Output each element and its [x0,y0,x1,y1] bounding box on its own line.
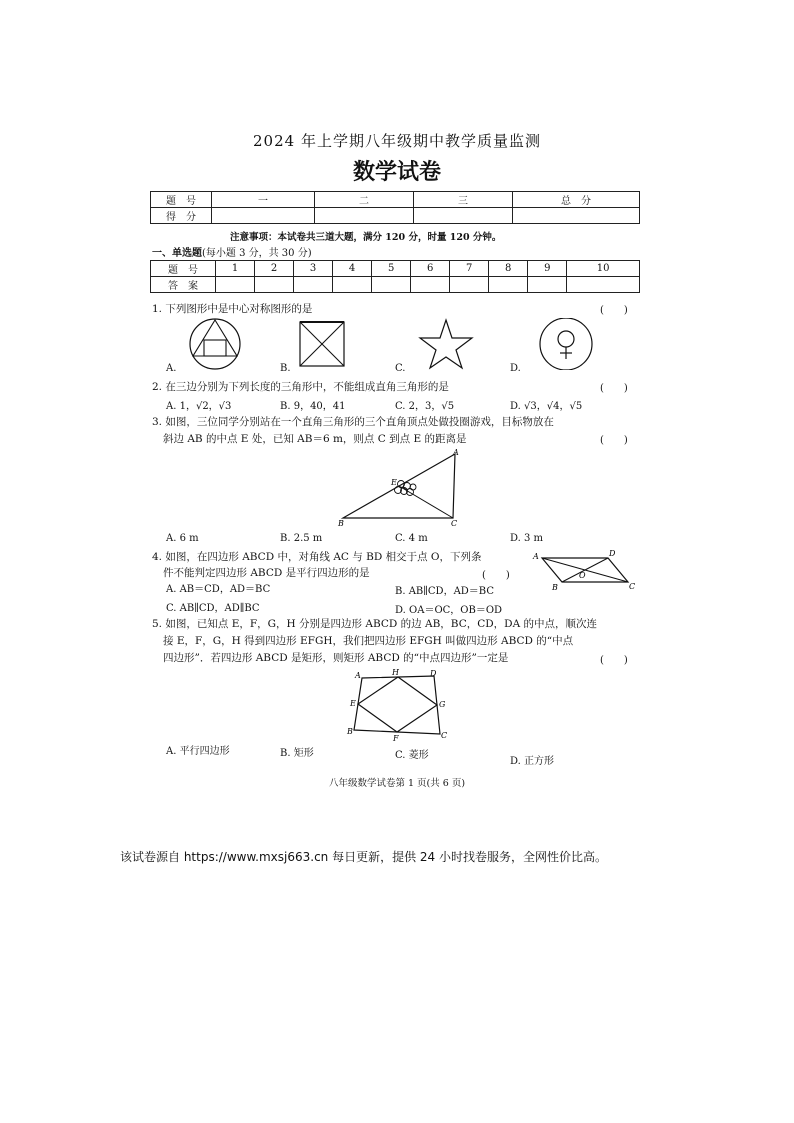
answer-header-label: 题 号 [151,261,216,277]
q5-label-e: E [350,699,356,708]
q1-figure-a [190,319,240,369]
score-col-1: 一 [212,192,315,208]
score-header-label: 题 号 [151,192,212,208]
q1-option-b[interactable]: B. [280,363,291,374]
q1-figure-d [540,318,592,370]
section1-note: (每小题 3 分，共 30 分) [202,248,312,259]
answer-row-label: 答 案 [151,277,216,293]
answer-num: 5 [372,261,411,277]
q5-answer-paren[interactable]: ( ) [600,655,628,666]
notice: 注意事项：本试卷共三道大题，满分 120 分，时量 120 分钟。 [230,232,502,243]
source-notice: 该试卷源自 https://www.mxsj663.cn 每日更新，提供 24 小时找卷服务，全网性价比高。 [120,850,607,864]
q5-figure [340,668,455,742]
q1-option-d[interactable]: D. [510,363,521,374]
score-cell[interactable] [513,208,640,224]
answer-table [150,260,640,293]
q3-label-b: B [338,519,344,528]
q4-option-c[interactable]: C. AB∥CD，AD∥BC [166,603,260,614]
answer-cell[interactable] [294,277,333,293]
answer-num: 8 [489,261,528,277]
q2-option-c[interactable]: C. 2，3，√5 [395,401,455,412]
q4-option-a[interactable]: A. AB＝CD，AD＝BC [166,584,271,595]
q5-option-b[interactable]: B. 矩形 [280,748,314,759]
q1-stem: 1. 下列图形中是中心对称图形的是 [152,303,313,315]
section1-header [152,244,312,259]
answer-cell[interactable] [216,277,255,293]
q5-stem-line1: 5. 如图，已知点 E，F，G，H 分别是四边形 ABCD 的边 AB，BC，CD，DA 的中点，顺次连 [152,618,598,630]
q5-label-c: C [441,731,448,740]
page-footer: 八年级数学试卷第 1 页(共 6 页) [328,778,466,789]
q5-label-h: H [392,668,399,677]
q1-figure-c [420,320,472,368]
answer-cell[interactable] [450,277,489,293]
answer-num: 10 [567,261,640,277]
q5-quad-efgh [358,677,437,732]
q3-answer-paren[interactable]: ( ) [600,435,628,446]
section1-heading: 一、单选题 [152,248,202,259]
answer-num: 1 [216,261,255,277]
answer-cell[interactable] [411,277,450,293]
answer-num: 9 [528,261,567,277]
q3-stem-line2: 斜边 AB 的中点 E 处，已知 AB＝6 m，则点 C 到点 E 的距离是 [163,433,467,445]
answer-cell[interactable] [255,277,294,293]
answer-num: 6 [411,261,450,277]
q3-option-b[interactable]: B. 2.5 m [280,533,323,544]
score-col-3: 三 [414,192,513,208]
q3-label-a: A [453,448,459,457]
q5-stem-line2: 接 E，F，G，H 得到四边形 EFGH，我们把四边形 EFGH 叫做四边形 ABCD 的“中点 [163,635,574,647]
answer-cell[interactable] [528,277,567,293]
subject-title: 数学试卷 [352,159,441,185]
score-cell[interactable] [212,208,315,224]
q2-answer-paren[interactable]: ( ) [600,383,628,394]
q3-label-c: C [451,519,458,528]
q4-label-b: B [552,583,558,590]
q5-option-a[interactable]: A. 平行四边形 [166,746,230,757]
answer-cell[interactable] [489,277,528,293]
score-cell[interactable] [414,208,513,224]
q4-label-o: O [579,571,586,580]
q5-label-f: F [393,734,399,742]
q4-stem-line2: 件不能判定四边形 ABCD 是平行四边形的是 [163,567,370,579]
q4-option-b[interactable]: B. AB∥CD，AD＝BC [395,586,494,597]
q5-quad-abcd [354,676,440,734]
score-col-2: 二 [315,192,414,208]
q5-label-a: A [355,671,361,680]
q2-stem: 2. 在三边分别为下列长度的三角形中，不能组成直角三角形的是 [152,381,449,393]
answer-cell[interactable] [372,277,411,293]
q3-label-e: E [391,478,397,487]
q5-label-g: G [439,700,446,709]
q4-option-d[interactable]: D. OA＝OC，OB＝OD [395,605,503,616]
q5-stem-line3: 四边形”．若四边形 ABCD 是矩形，则矩形 ABCD 的“中点四边形”一定是 [163,652,509,664]
q4-stem-line1: 4. 如图，在四边形 ABCD 中，对角线 AC 与 BD 相交于点 O，下列条 [152,551,482,563]
q1-option-c[interactable]: C. [395,363,406,374]
q5-label-b: B [347,727,353,736]
q3-option-c[interactable]: C. 4 m [395,533,428,544]
q5-option-d[interactable]: D. 正方形 [510,756,555,767]
q2-option-d[interactable]: D. √3，√4，√5 [510,401,583,412]
q1-answer-paren[interactable]: ( ) [600,305,628,316]
answer-num: 3 [294,261,333,277]
q3-rings [395,481,417,496]
exam-title: 2024 年上学期八年级期中教学质量监测 [253,132,541,150]
answer-cell[interactable] [333,277,372,293]
q1-option-a[interactable]: A. [166,363,177,374]
q2-option-a[interactable]: A. 1，√2，√3 [166,401,232,412]
q3-figure [335,446,470,528]
q4-label-a: A [533,552,539,561]
score-row-label: 得 分 [151,208,212,224]
q4-label-d: D [609,549,616,558]
q3-option-a[interactable]: A. 6 m [166,533,199,544]
answer-num: 4 [333,261,372,277]
q3-stem-line1: 3. 如图，三位同学分别站在一个直角三角形的三个直角顶点处做投圈游戏，目标物放在 [152,416,554,428]
q1-figures [170,318,610,370]
answer-cell[interactable] [567,277,640,293]
score-col-total: 总 分 [513,192,640,208]
q1-figure-b [300,322,344,366]
score-table [150,191,640,224]
q5-label-d: D [430,669,437,678]
answer-num: 7 [450,261,489,277]
score-cell[interactable] [315,208,414,224]
q2-option-b[interactable]: B. 9，40，41 [280,401,346,412]
q5-option-c[interactable]: C. 菱形 [395,750,429,761]
q4-figure [528,548,640,590]
answer-num: 2 [255,261,294,277]
q4-answer-paren[interactable]: ( ) [482,570,510,581]
q4-label-c: C [629,582,636,590]
q3-option-d[interactable]: D. 3 m [510,533,544,544]
